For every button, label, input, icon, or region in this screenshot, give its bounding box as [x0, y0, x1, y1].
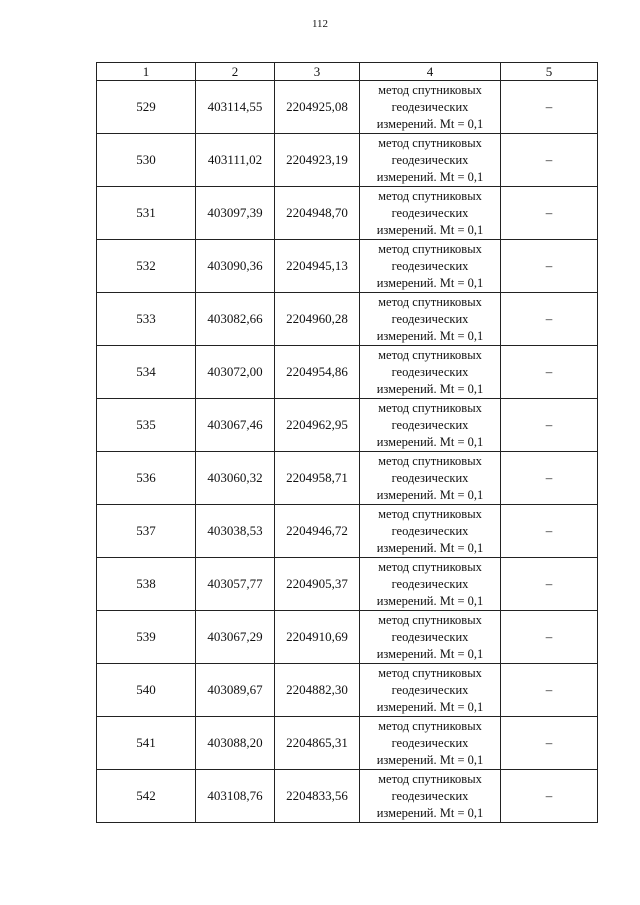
table-row — [97, 452, 598, 505]
header-col-3: 3 — [275, 63, 360, 81]
x-coordinate-cell: 403082,66 — [196, 293, 275, 346]
y-coordinate-cell: 2204833,56 — [275, 770, 360, 823]
x-coordinate-cell: 403060,32 — [196, 452, 275, 505]
point-number-cell: 537 — [97, 505, 196, 558]
note-cell: – — [501, 664, 598, 717]
page-number: 112 — [311, 18, 329, 30]
method-line: метод спутниковых — [378, 453, 482, 468]
method-line: измерений. Mt = 0,1 — [376, 752, 484, 767]
method-line: метод спутниковых — [378, 188, 482, 203]
note-cell: – — [501, 134, 598, 187]
point-number-cell: 531 — [97, 187, 196, 240]
method-line: геодезических — [391, 205, 469, 220]
y-coordinate-cell: 2204962,95 — [275, 399, 360, 452]
method-cell — [360, 770, 501, 823]
x-coordinate-cell: 403114,55 — [196, 81, 275, 134]
method-line: измерений. Mt = 0,1 — [376, 222, 484, 237]
y-coordinate-cell: 2204910,69 — [275, 611, 360, 664]
method-line: геодезических — [391, 258, 469, 273]
y-coordinate-cell: 2204946,72 — [275, 505, 360, 558]
note-cell: – — [501, 611, 598, 664]
method-cell — [360, 293, 501, 346]
method-line: метод спутниковых — [378, 400, 482, 415]
method-line: геодезических — [391, 788, 469, 803]
method-line: метод спутниковых — [378, 559, 482, 574]
method-cell — [360, 452, 501, 505]
y-coordinate-cell: 2204865,31 — [275, 717, 360, 770]
header-col-2: 2 — [196, 63, 275, 81]
table-row — [97, 134, 598, 187]
point-number-cell: 538 — [97, 558, 196, 611]
table-row — [97, 611, 598, 664]
y-coordinate-cell: 2204945,13 — [275, 240, 360, 293]
table-row — [97, 558, 598, 611]
coordinates-table — [96, 62, 598, 823]
point-number-cell: 532 — [97, 240, 196, 293]
x-coordinate-cell: 403097,39 — [196, 187, 275, 240]
x-coordinate-cell: 403090,36 — [196, 240, 275, 293]
note-cell: – — [501, 240, 598, 293]
note-cell: – — [501, 505, 598, 558]
method-line: метод спутниковых — [378, 135, 482, 150]
header-col-1: 1 — [97, 63, 196, 81]
method-line: метод спутниковых — [378, 718, 482, 733]
method-line: измерений. Mt = 0,1 — [376, 540, 484, 555]
method-line: геодезических — [391, 735, 469, 750]
method-line: геодезических — [391, 311, 469, 326]
method-line: метод спутниковых — [378, 294, 482, 309]
table-body — [97, 81, 598, 823]
table-row — [97, 293, 598, 346]
y-coordinate-cell: 2204954,86 — [275, 346, 360, 399]
method-line: измерений. Mt = 0,1 — [376, 116, 484, 131]
table-row — [97, 770, 598, 823]
x-coordinate-cell: 403111,02 — [196, 134, 275, 187]
note-cell: – — [501, 770, 598, 823]
y-coordinate-cell: 2204958,71 — [275, 452, 360, 505]
method-line: измерений. Mt = 0,1 — [376, 434, 484, 449]
method-line: метод спутниковых — [378, 612, 482, 627]
x-coordinate-cell: 403067,46 — [196, 399, 275, 452]
method-cell — [360, 134, 501, 187]
method-cell — [360, 399, 501, 452]
y-coordinate-cell: 2204960,28 — [275, 293, 360, 346]
method-line: измерений. Mt = 0,1 — [376, 381, 484, 396]
method-line: геодезических — [391, 470, 469, 485]
method-line: измерений. Mt = 0,1 — [376, 646, 484, 661]
x-coordinate-cell: 403089,67 — [196, 664, 275, 717]
table-row — [97, 346, 598, 399]
x-coordinate-cell: 403038,53 — [196, 505, 275, 558]
table-row — [97, 399, 598, 452]
method-line: измерений. Mt = 0,1 — [376, 169, 484, 184]
method-cell — [360, 81, 501, 134]
point-number-cell: 533 — [97, 293, 196, 346]
note-cell: – — [501, 558, 598, 611]
method-line: геодезических — [391, 523, 469, 538]
x-coordinate-cell: 403088,20 — [196, 717, 275, 770]
point-number-cell: 534 — [97, 346, 196, 399]
point-number-cell: 530 — [97, 134, 196, 187]
x-coordinate-cell: 403072,00 — [196, 346, 275, 399]
method-line: геодезических — [391, 682, 469, 697]
table-header — [97, 63, 598, 81]
method-cell — [360, 611, 501, 664]
method-line: геодезических — [391, 576, 469, 591]
y-coordinate-cell: 2204882,30 — [275, 664, 360, 717]
point-number-cell: 535 — [97, 399, 196, 452]
note-cell: – — [501, 293, 598, 346]
method-line: измерений. Mt = 0,1 — [376, 805, 484, 820]
method-line: геодезических — [391, 417, 469, 432]
method-line: метод спутниковых — [378, 506, 482, 521]
method-line: геодезических — [391, 99, 469, 114]
method-cell — [360, 558, 501, 611]
point-number-cell: 536 — [97, 452, 196, 505]
table-row — [97, 717, 598, 770]
y-coordinate-cell: 2204905,37 — [275, 558, 360, 611]
x-coordinate-cell: 403067,29 — [196, 611, 275, 664]
note-cell: – — [501, 187, 598, 240]
note-cell: – — [501, 452, 598, 505]
method-line: метод спутниковых — [378, 241, 482, 256]
point-number-cell: 539 — [97, 611, 196, 664]
method-line: метод спутниковых — [378, 771, 482, 786]
point-number-cell: 541 — [97, 717, 196, 770]
method-line: геодезических — [391, 629, 469, 644]
method-line: геодезических — [391, 152, 469, 167]
method-cell — [360, 346, 501, 399]
header-col-4: 4 — [360, 63, 501, 81]
note-cell: – — [501, 399, 598, 452]
method-cell — [360, 187, 501, 240]
y-coordinate-cell: 2204948,70 — [275, 187, 360, 240]
method-cell — [360, 664, 501, 717]
point-number-cell: 540 — [97, 664, 196, 717]
method-line: метод спутниковых — [378, 347, 482, 362]
note-cell: – — [501, 346, 598, 399]
note-cell: – — [501, 81, 598, 134]
header-col-5: 5 — [501, 63, 598, 81]
table-row — [97, 240, 598, 293]
y-coordinate-cell: 2204925,08 — [275, 81, 360, 134]
table-row — [97, 81, 598, 134]
method-cell — [360, 240, 501, 293]
header-row — [97, 63, 598, 81]
method-line: измерений. Mt = 0,1 — [376, 593, 484, 608]
x-coordinate-cell: 403057,77 — [196, 558, 275, 611]
table-row — [97, 664, 598, 717]
method-line: измерений. Mt = 0,1 — [376, 328, 484, 343]
method-line: геодезических — [391, 364, 469, 379]
method-cell — [360, 505, 501, 558]
point-number-cell: 529 — [97, 81, 196, 134]
method-line: измерений. Mt = 0,1 — [376, 275, 484, 290]
method-line: метод спутниковых — [378, 665, 482, 680]
method-line: измерений. Mt = 0,1 — [376, 699, 484, 714]
method-line: измерений. Mt = 0,1 — [376, 487, 484, 502]
method-cell — [360, 717, 501, 770]
note-cell: – — [501, 717, 598, 770]
y-coordinate-cell: 2204923,19 — [275, 134, 360, 187]
point-number-cell: 542 — [97, 770, 196, 823]
table-row — [97, 187, 598, 240]
table-row — [97, 505, 598, 558]
x-coordinate-cell: 403108,76 — [196, 770, 275, 823]
method-line: метод спутниковых — [378, 82, 482, 97]
